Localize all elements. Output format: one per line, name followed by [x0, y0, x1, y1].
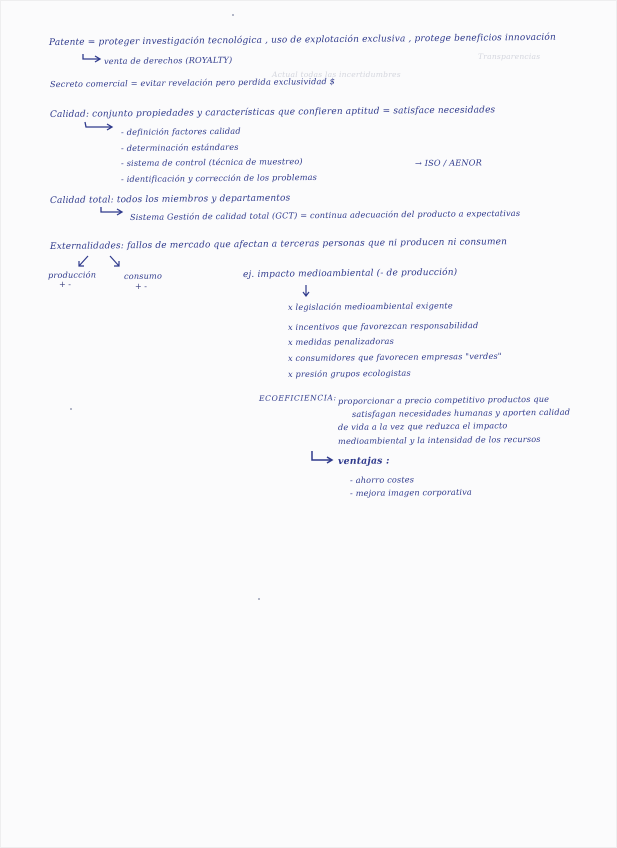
- measure-item: x legislación medioambiental exigente: [287, 300, 453, 312]
- bleed-through-text: Transparencias: [478, 52, 541, 61]
- measure-item: x consumidores que favorecen empresas "verdes": [287, 350, 502, 363]
- ecoeficiencia-text: satisfagan necesidades humanas y aporten calidad: [351, 406, 571, 419]
- calidad-item: - sistema de control (técnica de muestreo): [120, 156, 303, 168]
- measure-item: x medidas penalizadoras: [287, 335, 394, 347]
- arrow-icon: [84, 121, 114, 131]
- ecoeficiencia-text: medioambiental y la intensidad de los recursos: [337, 433, 541, 446]
- externalidades-line: Externalidades: fallos de mercado que afectan a terceras personas que ni producen ni consumen: [49, 237, 508, 252]
- calidad-item: - definición factores calidad: [120, 125, 241, 137]
- calidad-item: - determinación estándares: [120, 141, 239, 153]
- consumo-label: consumo: [123, 270, 163, 281]
- measure-item: x presión grupos ecologistas: [287, 367, 411, 379]
- arrow-down-icon: [301, 284, 311, 298]
- ventaja-item: - mejora imagen corporativa: [349, 486, 472, 498]
- iso-note: → ISO / AENOR: [414, 157, 482, 168]
- measure-item: x incentivos que favorezcan responsabilidad: [287, 320, 479, 332]
- patente-sub-line: venta de derechos (ROYALTY): [103, 54, 233, 66]
- ventaja-item: - ahorro costes: [349, 474, 415, 485]
- arrow-down-left-icon: [76, 255, 90, 269]
- patente-line: Patente = proteger investigación tecnológica , uso de explotación exclusiva , protege beneficios innovación: [48, 32, 556, 48]
- secreto-line: Secreto comercial = evitar revelación pero perdida exclusividad $: [49, 76, 336, 89]
- ecoeficiencia-label: ECOEFICIENCIA:: [258, 393, 337, 403]
- paper-speck: [70, 408, 72, 410]
- plus-minus: + -: [59, 280, 71, 289]
- paper-speck: [258, 598, 260, 600]
- ecoeficiencia-text: de vida a la vez que reduzca el impacto: [337, 420, 508, 432]
- arrow-icon: [82, 53, 102, 63]
- produccion-label: producción: [47, 269, 97, 280]
- arrow-down-right-icon: [108, 255, 122, 269]
- arrow-icon: [310, 450, 334, 464]
- arrow-icon: [100, 206, 124, 216]
- plus-minus: + -: [135, 282, 147, 291]
- ecoeficiencia-text: proporcionar a precio competitivo productos que: [337, 393, 550, 406]
- paper-speck: [232, 14, 234, 16]
- ejemplo-line: ej. impacto medioambiental (- de producción): [242, 267, 458, 280]
- bleed-through-text: Actual todas las incertidumbres: [272, 70, 401, 79]
- calidad-total-line: Calidad total: todos los miembros y departamentos: [49, 193, 291, 206]
- calidad-total-sub: Sistema Gestión de calidad total (GCT) = continua adecuación del producto a expectativas: [129, 207, 521, 222]
- calidad-item: - identificación y corrección de los problemas: [120, 171, 318, 184]
- ventajas-label: ventajas :: [337, 455, 390, 467]
- calidad-line: Calidad: conjunto propiedades y características que confieren aptitud = satisface necesidades: [49, 105, 496, 120]
